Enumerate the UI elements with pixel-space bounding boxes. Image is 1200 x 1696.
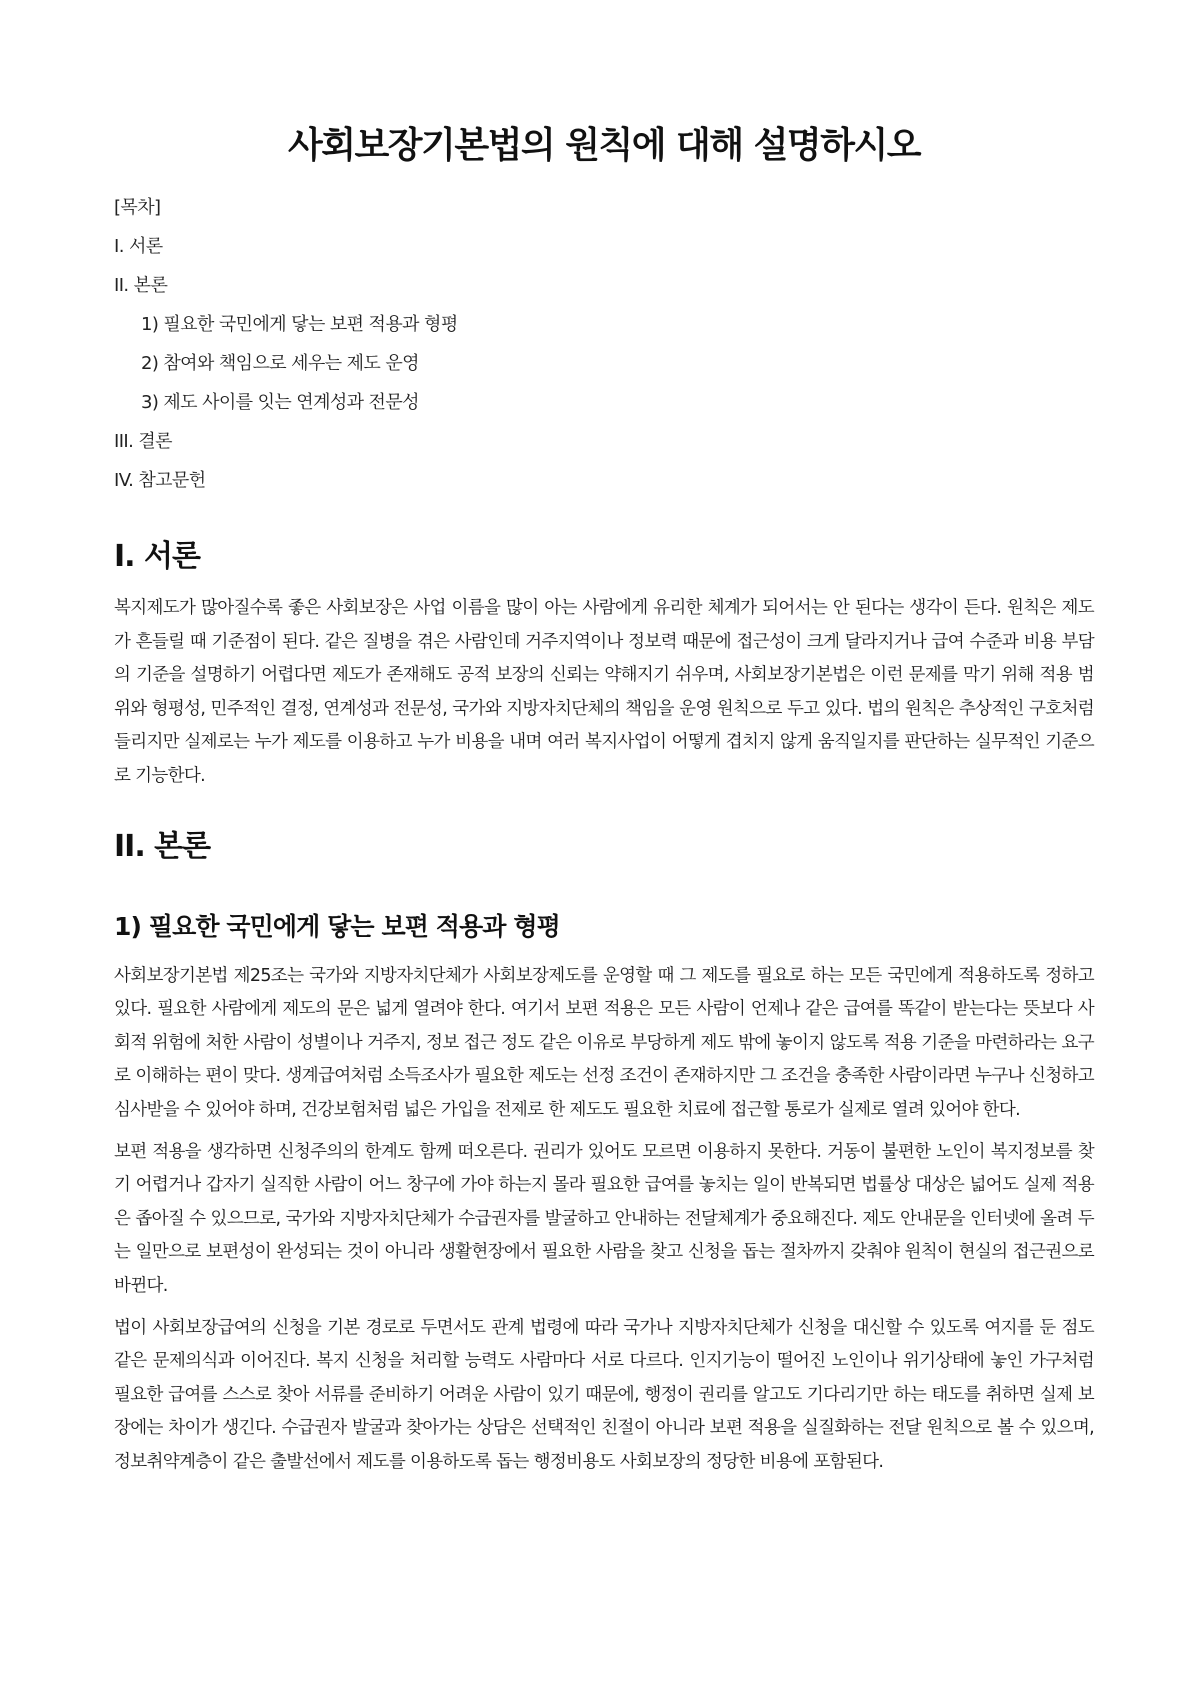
document-title: 사회보장기본법의 원칙에 대해 설명하시오 [287,125,921,166]
toc-item-body-sub1: 1) 필요한 국민에게 닿는 보편 적용과 형평 [141,314,458,335]
subsection-heading-1: 1) 필요한 국민에게 닿는 보편 적용과 형평 [114,911,560,941]
toc-item-references: IV. 참고문헌 [114,470,206,491]
document-page [114,0,1094,1479]
section-introduction [114,532,1094,794]
section-heading-body: II. 본론 [114,828,211,864]
toc-item-body-sub3: 3) 제도 사이를 잇는 연계성과 전문성 [141,392,419,413]
toc-item-conclusion: III. 결론 [114,431,172,452]
table-of-contents [114,188,1094,500]
toc-item-body-sub2: 2) 참여와 책임으로 세우는 제도 운영 [141,353,419,374]
toc-item-intro: I. 서론 [114,236,163,257]
subsection-universal-application [114,904,1094,1480]
body-paragraph: 사회보장기본법 제25조는 국가와 지방자치단체가 사회보장제도를 운영할 때 그 제도를 필요로 하는 모든 국민에게 적용하도록 정하고 있다. 필요한 사람에게 제도의 문은 넓게 열려야 한다. 여기서 보편 적용은 모든 사람이 언제나 같은 급여를 똑같이 받는다는 뜻보다 사회적 위험에 처한 사람이 성별이나 거주지, 정보 접근 정도 같은 이유로 부당하게 제도 밖에 놓이지 않도록 적용 기준을 마련하라는 요구로 이해하는 편이 맞다. 생계급여처럼 소득조사가 필요한 제도는 선정 조건이 존재하지만 그 조건을 충족한 사람이라면 누구나 신청하고 심사받을 수 있어야 하며, 건강보험처럼 넓은 가입을 전제로 한 제도도 필요한 치료에 접근할 통로가 실제로 열려 있어야 한다. [114,965,1094,1120]
section-body [114,822,1094,1480]
body-paragraph: 법이 사회보장급여의 신청을 기본 경로로 두면서도 관계 법령에 따라 국가나 지방자치단체가 신청을 대신할 수 있도록 여지를 둔 점도 같은 문제의식과 이어진다. 복지 신청을 처리할 능력도 사람마다 서로 다르다. 인지기능이 떨어진 노인이나 위기상태에 놓인 가구처럼 필요한 급여를 스스로 찾아 서류를 준비하기 어려운 사람이 있기 때문에, 행정이 권리를 알고도 기다리기만 하는 태도를 취하면 실제 보장에는 차이가 생긴다. 수급권자 발굴과 찾아가는 상담은 선택적인 친절이 아니라 보편 적용을 실질화하는 전달 원칙으로 볼 수 있으며, 정보취약계층이 같은 출발선에서 제도를 이용하도록 돕는 행정비용도 사회보장의 정당한 비용에 포함된다. [114,1317,1094,1472]
section-heading-introduction: I. 서론 [114,539,200,574]
introduction-paragraph: 복지제도가 많아질수록 좋은 사회보장은 사업 이름을 많이 아는 사람에게 유리한 체계가 되어서는 안 된다는 생각이 든다. 원칙은 제도가 흔들릴 때 기준점이 된다. 같은 질병을 겪은 사람인데 거주지역이나 정보력 때문에 접근성이 크게 달라지거나 급여 수준과 비용 부담의 기준을 설명하기 어렵다면 제도가 존재해도 공적 보장의 신뢰는 약해지기 쉬우며, 사회보장기본법은 이런 문제를 막기 위해 적용 범위와 형평성, 민주적인 결정, 연계성과 전문성, 국가와 지방자치단체의 책임을 운영 원칙으로 두고 있다. 법의 원칙은 추상적인 구호처럼 들리지만 실제로는 누가 제도를 이용하고 누가 비용을 내며 여러 복지사업이 어떻게 겹치지 않게 움직일지를 판단하는 실무적인 기준으로 기능한다. [114,598,1094,786]
toc-item-body: II. 본론 [114,275,168,296]
body-paragraph: 보편 적용을 생각하면 신청주의의 한계도 함께 떠오른다. 권리가 있어도 모르면 이용하지 못한다. 거동이 불편한 노인이 복지정보를 찾기 어렵거나 갑자기 실직한 사람이 어느 창구에 가야 하는지 몰라 필요한 급여를 놓치는 일이 반복되면 법률상 대상은 넓어도 실제 적용은 좁아질 수 있으므로, 국가와 지방자치단체가 수급권자를 발굴하고 안내하는 전달체계가 중요해진다. 제도 안내문을 인터넷에 올려 두는 일만으로 보편성이 완성되는 것이 아니라 생활현장에서 필요한 사람을 찾고 신청을 돕는 절차까지 갖춰야 원칙이 현실의 접근권으로 바뀐다. [114,1141,1094,1296]
toc-heading: [목차] [114,197,161,218]
